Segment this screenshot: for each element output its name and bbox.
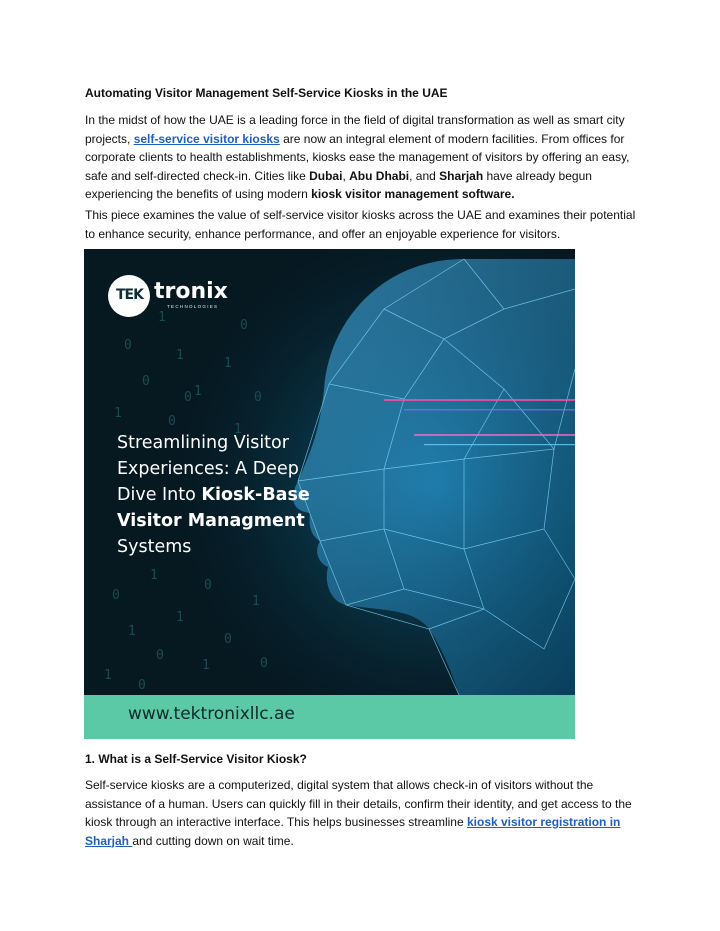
svg-text:1: 1 [114,406,122,421]
svg-text:1: 1 [224,356,232,371]
svg-text:0: 0 [204,578,212,593]
intro-text-2: are now an integral element of modern facilities. From offices for corporate clients to health establishments, kiosks ease the management of visitors by offering an easy, safe and self-directed check-in. Cities like [85,131,630,183]
svg-text:1: 1 [150,568,158,583]
svg-text:1: 1 [194,384,202,399]
kiosk-registration-sharjah-link[interactable]: kiosk visitor registration in Sharjah [85,815,621,848]
city-sharjah: Sharjah [439,168,484,183]
svg-text:0: 0 [168,414,176,429]
intro-paragraph [85,111,645,204]
second-paragraph: This piece examines the value of self-service visitor kiosks across the UAE and examines their potential to enhance security, enhance performance, and offer an enjoyable experience for visitors. [85,208,636,241]
section1-text-2: and cutting down on wait time. [132,833,294,848]
banner-url: www.tektronixllc.ae [128,704,295,724]
city-dubai: Dubai [309,168,343,183]
svg-text:0: 0 [138,678,146,693]
svg-text:0: 0 [254,390,262,405]
article-title: Automating Visitor Management Self-Service Kiosks in the UAE [85,86,448,100]
svg-text:1: 1 [234,422,242,437]
banner-headline-line4: Visitor Managment [117,511,305,531]
section-heading-1: 1. What is a Self-Service Visitor Kiosk? [85,752,307,766]
tektronix-logo-mark: TEK [116,287,143,303]
svg-text:0: 0 [184,390,192,405]
intro-bold-end: kiosk visitor management software. [311,187,515,201]
promo-banner-image [84,249,575,739]
intro-sep-2: , and [409,168,440,183]
svg-text:1: 1 [128,624,136,639]
banner-headline-line3 [117,482,310,508]
svg-text:0: 0 [224,632,232,647]
banner-headline-line5: Systems [117,537,192,557]
svg-text:1: 1 [176,348,184,363]
intro-text-1: In the midst of how the UAE is a leading force in the field of digital transformation as well as smart city projects, [85,113,625,146]
svg-text:1: 1 [104,668,112,683]
svg-text:0: 0 [156,648,164,663]
tektronix-logo-word: tronix [154,279,228,304]
banner-headline-line3a: Dive Into [117,485,202,505]
banner-headline-line1: Streamlining Visitor [117,433,289,453]
svg-text:1: 1 [252,594,260,609]
svg-text:1: 1 [202,658,210,673]
banner-headline-line3b: Kiosk-Base [201,485,310,505]
svg-text:1: 1 [158,310,166,325]
svg-text:0: 0 [240,318,248,333]
svg-text:0: 0 [142,374,150,389]
section1-paragraph [85,776,645,850]
city-abu-dhabi: Abu Dhabi [349,168,410,183]
section1-text-1: Self-service kiosks are a computerized, digital system that allows check-in of visitors without the assistance of a human. Users can quickly fill in their details, confirm their identity, and get access to the kiosk through an interactive interface. This helps businesses streamline [85,778,632,829]
svg-text:0: 0 [112,588,120,603]
svg-text:1: 1 [176,610,184,625]
intro-sep-1: , [342,168,350,183]
svg-text:0: 0 [124,338,132,353]
self-service-kiosks-link[interactable]: self-service visitor kiosks [133,131,280,146]
tektronix-logo-sub: TECHNOLOGIES [167,304,219,309]
intro-text-3: have already begun experiencing the benefits of using modern [85,168,592,201]
banner-headline-line2: Experiences: A Deep [117,459,299,479]
svg-text:0: 0 [260,656,268,671]
